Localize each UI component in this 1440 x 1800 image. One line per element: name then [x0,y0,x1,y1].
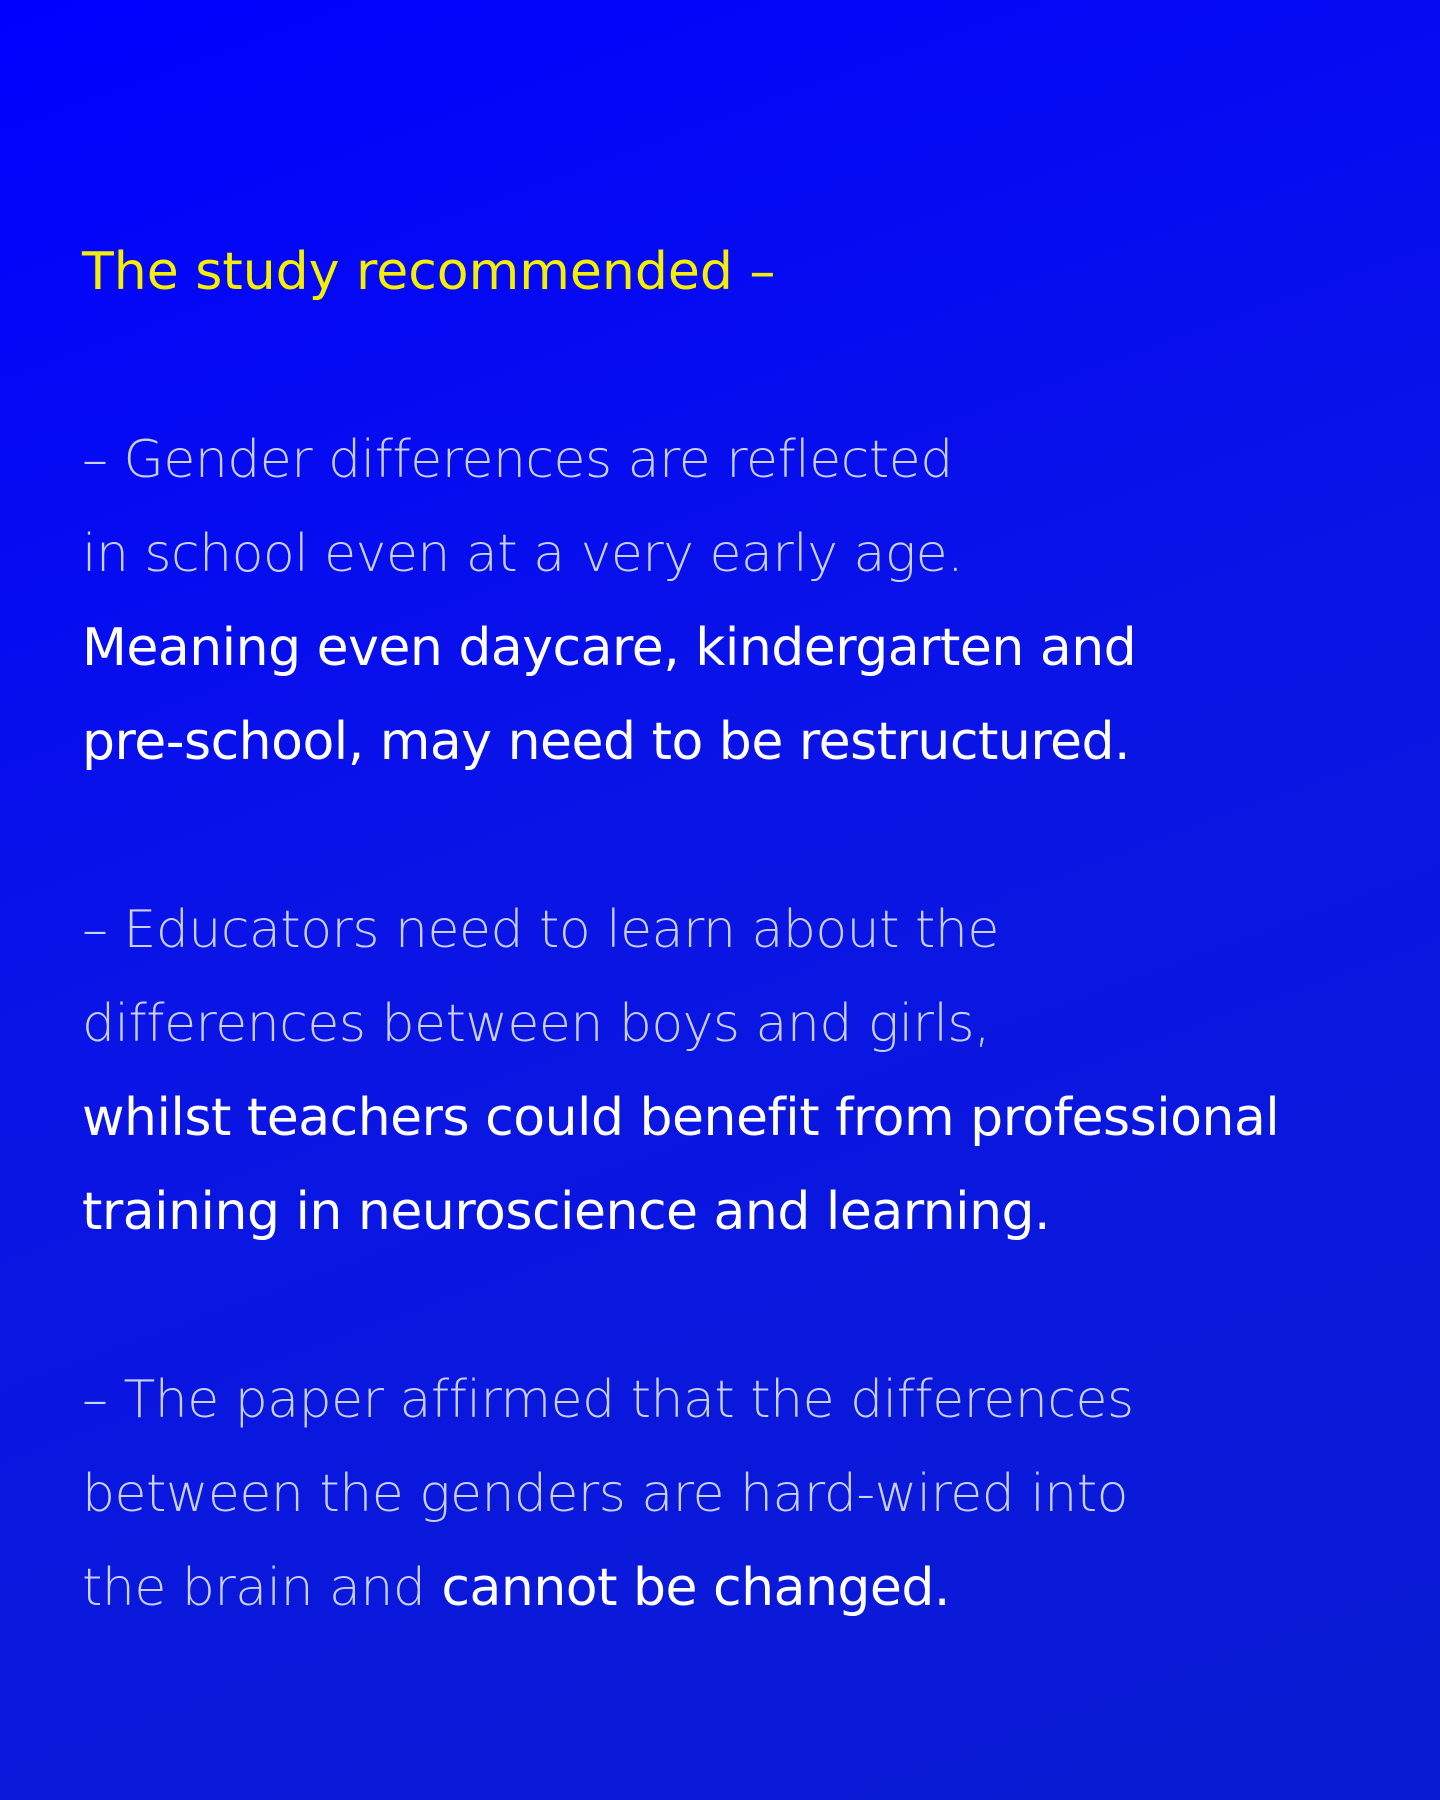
recommendation-2-emphasis-1: whilst teachers could benefit from professional [82,1088,1280,1148]
recommendation-3-line-3-emphasis: cannot be changed. [441,1558,950,1618]
recommendation-2 [82,883,1382,1259]
slide-content [82,230,1382,1635]
recommendation-1-line-1: – Gender differences are reflected [82,430,953,490]
recommendation-2-line-1: – Educators need to learn about the [82,900,999,960]
recommendation-3-line-2: between the genders are hard-wired into [82,1464,1128,1524]
recommendation-1-line-2: in school even at a very early age. [82,524,964,584]
recommendation-3-line-3 [82,1541,1382,1635]
recommendation-1-emphasis-2: pre-school, may need to be restructured. [82,712,1131,772]
recommendation-1-emphasis-1: Meaning even daycare, kindergarten and [82,618,1137,678]
recommendation-3 [82,1353,1382,1635]
recommendation-3-line-3-light: the brain and [82,1558,442,1618]
recommendation-2-emphasis-2: training in neuroscience and learning. [82,1182,1051,1242]
recommendation-2-line-2: differences between boys and girls, [82,994,991,1054]
heading: The study recommended – [82,242,776,302]
recommendation-3-line-1: – The paper affirmed that the differences [82,1370,1134,1430]
recommendation-1 [82,413,1382,789]
